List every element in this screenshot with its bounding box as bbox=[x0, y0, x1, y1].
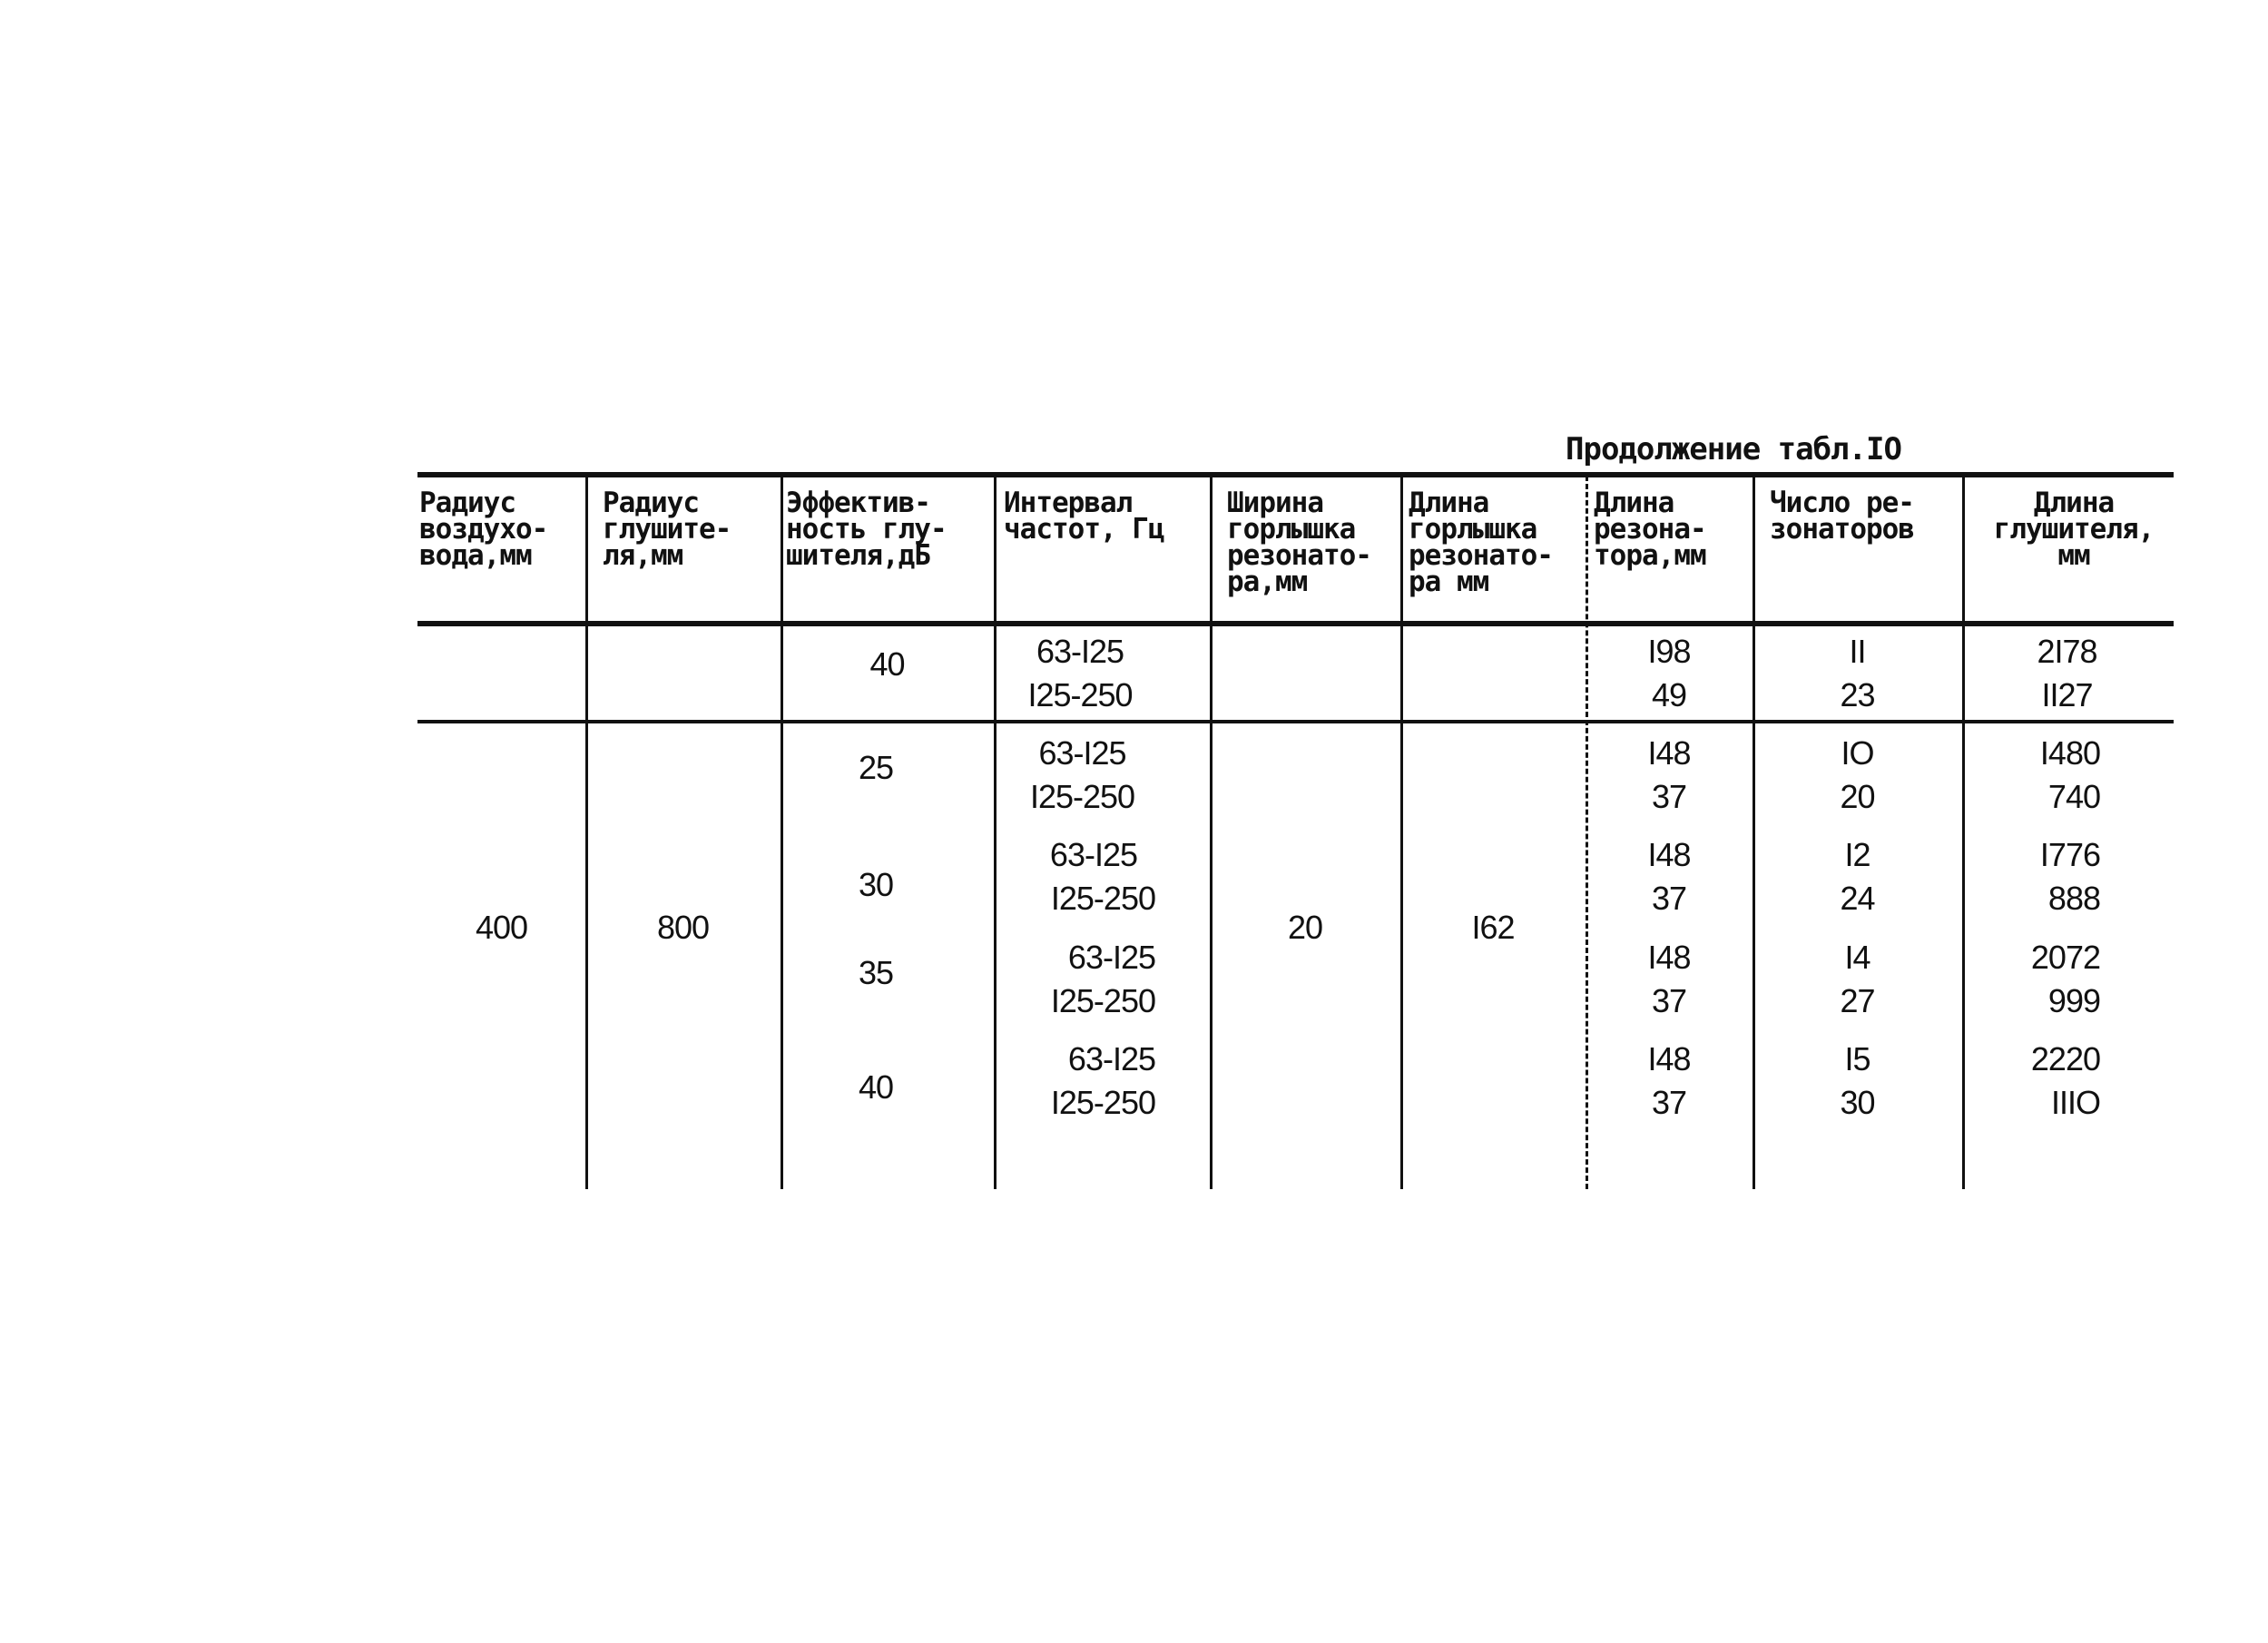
table-cell-muffler-length: 740 bbox=[2047, 778, 2100, 815]
table-cell-resonator-count: I5 bbox=[1844, 1040, 1870, 1077]
table-cell-muffler-length: 2220 bbox=[2030, 1040, 2100, 1077]
table-cell-resonator-length: I48 bbox=[1647, 734, 1691, 772]
table-cell-resonator-count: II bbox=[1849, 633, 1866, 670]
table-cell-resonator-count: 23 bbox=[1840, 676, 1875, 713]
table-cell-resonator-length: 37 bbox=[1651, 982, 1687, 1019]
table-cell-frequency: I25-250 bbox=[1027, 676, 1133, 713]
column-divider bbox=[1210, 476, 1213, 1189]
table-cell-neck-width: 20 bbox=[1287, 909, 1323, 946]
table-cell-muffler-length: 999 bbox=[2047, 982, 2100, 1019]
section-divider-rule bbox=[417, 720, 2174, 723]
table-cell-muffler-radius: 800 bbox=[656, 909, 710, 946]
table-cell-frequency: 63-I25 bbox=[1038, 734, 1126, 772]
table-cell-efficiency: 25 bbox=[858, 749, 894, 786]
table-cell-resonator-count: IO bbox=[1841, 734, 1874, 772]
table-cell-frequency: 63-I25 bbox=[1049, 836, 1137, 873]
table-cell-muffler-length: 2072 bbox=[2030, 939, 2100, 976]
table-cell-frequency: 63-I25 bbox=[1036, 633, 1124, 670]
header-neck-length: Длина горлышка резонато- ра мм bbox=[1409, 487, 1553, 598]
table-top-rule bbox=[417, 472, 2174, 477]
header-frequency-interval: Интервал частот, Гц bbox=[1004, 487, 1164, 546]
table-cell-resonator-count: I4 bbox=[1844, 939, 1870, 976]
table-cell-muffler-length: I776 bbox=[2039, 836, 2100, 873]
table-cell-resonator-length: 37 bbox=[1651, 778, 1687, 815]
table-cell-frequency: I25-250 bbox=[1050, 1084, 1155, 1121]
table-cell-efficiency: 35 bbox=[858, 954, 894, 991]
table-cell-frequency: 63-I25 bbox=[1067, 1040, 1155, 1077]
table-cell-resonator-length: 37 bbox=[1651, 880, 1687, 917]
table-cell-resonator-count: 27 bbox=[1840, 982, 1875, 1019]
table-cell-efficiency: 40 bbox=[858, 1068, 894, 1106]
table-cell-resonator-length: I48 bbox=[1647, 836, 1691, 873]
table-cell-resonator-count: 30 bbox=[1840, 1084, 1875, 1121]
table-cell-muffler-length: I480 bbox=[2039, 734, 2100, 772]
table-cell-frequency: 63-I25 bbox=[1067, 939, 1155, 976]
table-cell-duct-radius: 400 bbox=[475, 909, 528, 946]
table-cell-resonator-count: 20 bbox=[1840, 778, 1875, 815]
table-cell-efficiency: 30 bbox=[858, 866, 894, 903]
table-cell-frequency: I25-250 bbox=[1050, 982, 1155, 1019]
header-muffler-radius: Радиус глушите- ля,мм bbox=[603, 487, 731, 572]
table-cell-muffler-length: IIIO bbox=[2050, 1084, 2100, 1121]
header-duct-radius: Радиус воздухо- вода,мм bbox=[419, 487, 548, 572]
table-cell-resonator-length: 37 bbox=[1651, 1084, 1687, 1121]
table-cell-resonator-count: I2 bbox=[1844, 836, 1870, 873]
table-cell-frequency: I25-250 bbox=[1029, 778, 1135, 815]
table-caption: Продолжение табл.IO bbox=[1566, 431, 1901, 467]
table-cell-resonator-length: I48 bbox=[1647, 1040, 1691, 1077]
header-resonator-length: Длина резона- тора,мм bbox=[1594, 487, 1706, 572]
table-cell-resonator-count: 24 bbox=[1840, 880, 1875, 917]
table-cell-muffler-length: 888 bbox=[2047, 880, 2100, 917]
column-divider bbox=[585, 476, 588, 1189]
table-cell-resonator-length: 49 bbox=[1651, 676, 1687, 713]
table-cell-efficiency: 40 bbox=[869, 645, 905, 683]
table-cell-frequency: I25-250 bbox=[1050, 880, 1155, 917]
table-cell-neck-length: I62 bbox=[1471, 909, 1515, 946]
table-cell-resonator-length: I98 bbox=[1647, 633, 1691, 670]
header-bottom-rule bbox=[417, 621, 2174, 626]
column-divider bbox=[1400, 476, 1403, 1189]
table-cell-muffler-length: 2I78 bbox=[2037, 633, 2097, 670]
header-muffler-length: Длина глушителя, мм bbox=[1993, 487, 2155, 572]
header-resonator-count: Число ре- зонаторов bbox=[1770, 487, 1914, 546]
table-cell-resonator-length: I48 bbox=[1647, 939, 1691, 976]
header-neck-width: Ширина горлышка резонато- ра,мм bbox=[1227, 487, 1371, 598]
header-efficiency: Эффектив- ность глу- шителя,дБ bbox=[786, 487, 947, 572]
table-cell-muffler-length: II27 bbox=[2041, 676, 2093, 713]
